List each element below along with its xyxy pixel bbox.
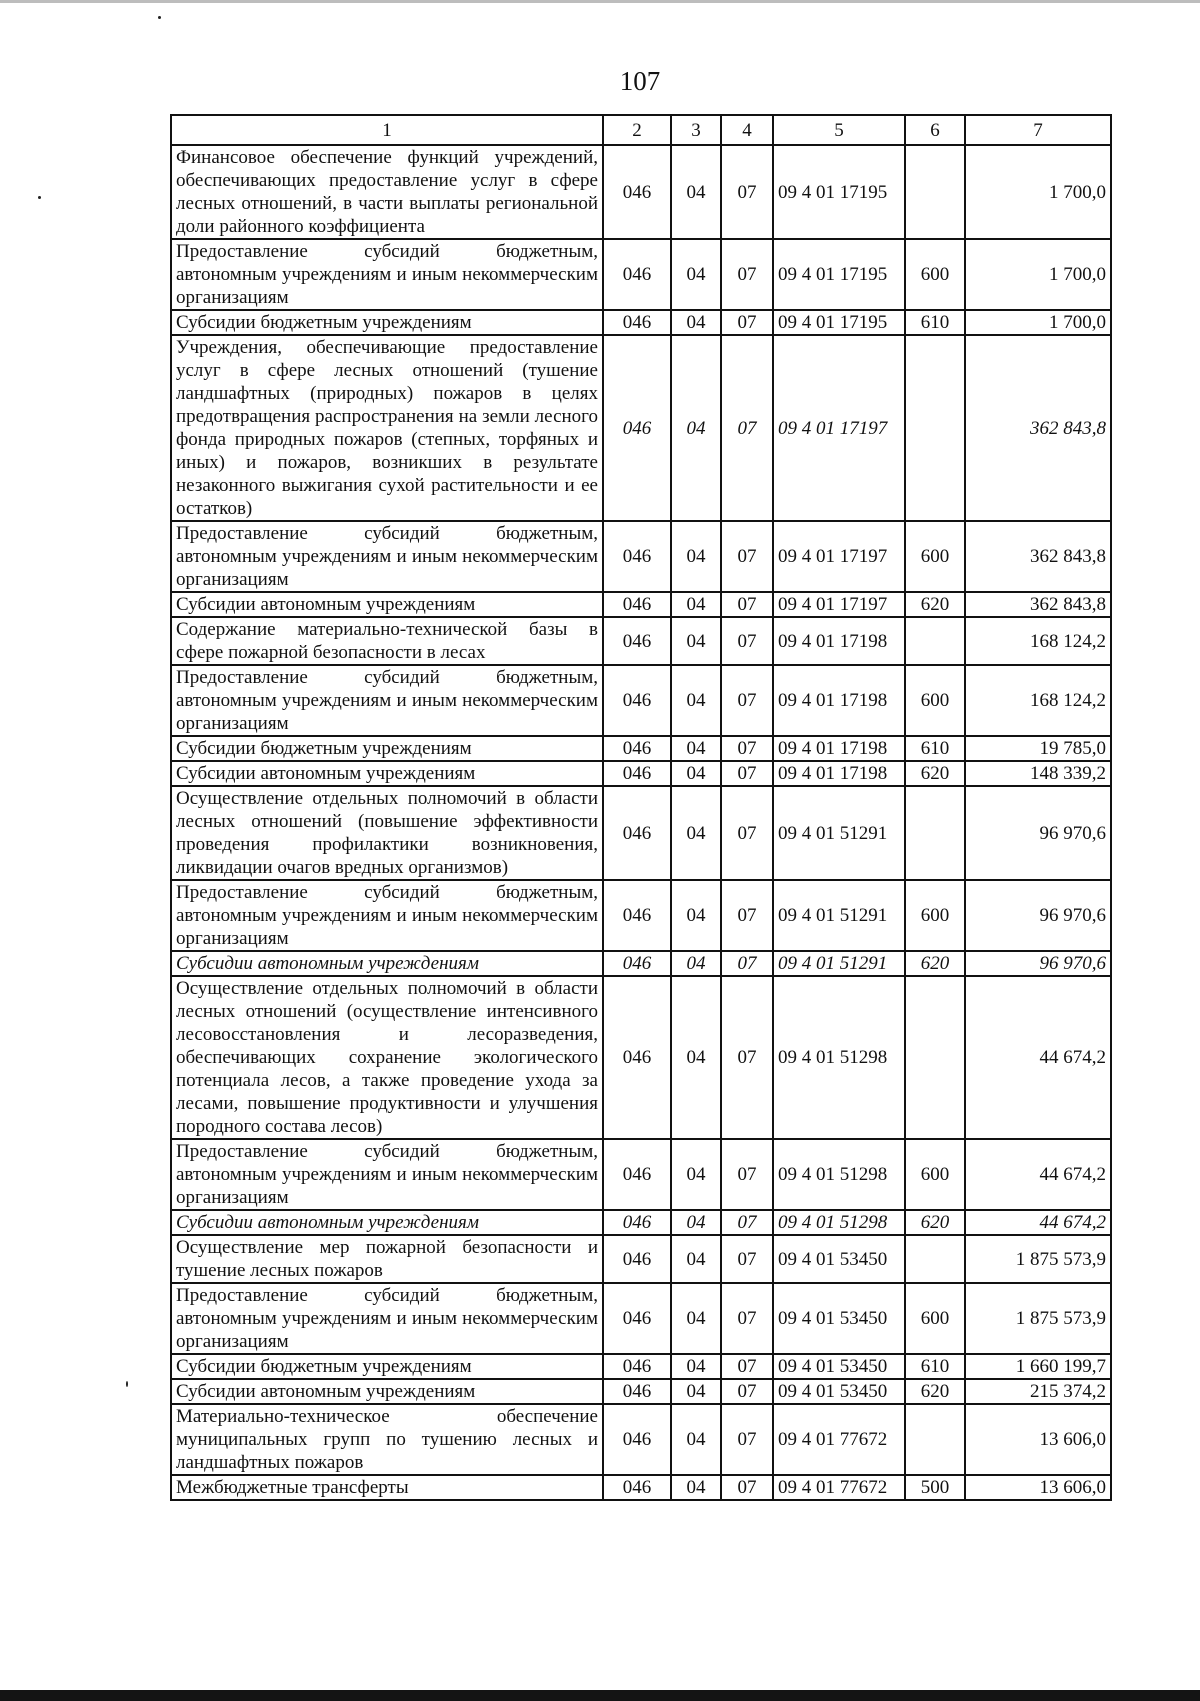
row-amount-cell: 1 875 573,9 <box>965 1235 1111 1283</box>
row-admin-code-cell: 046 <box>603 335 671 521</box>
row-section-cell: 04 <box>671 786 721 880</box>
row-admin-code-cell: 046 <box>603 736 671 761</box>
header-cell: 5 <box>773 115 905 145</box>
row-expense-type-cell: 600 <box>905 665 965 736</box>
row-amount-cell: 13 606,0 <box>965 1404 1111 1475</box>
row-subsection-cell: 07 <box>721 1379 773 1404</box>
row-subsection-cell: 07 <box>721 617 773 665</box>
row-expense-type-cell: 610 <box>905 736 965 761</box>
row-section-cell: 04 <box>671 592 721 617</box>
row-admin-code-cell: 046 <box>603 310 671 335</box>
row-expense-type-cell: 620 <box>905 761 965 786</box>
row-section-cell: 04 <box>671 665 721 736</box>
row-expense-type-cell: 600 <box>905 521 965 592</box>
row-expense-type-cell: 620 <box>905 1210 965 1235</box>
page-number: 107 <box>619 66 661 96</box>
row-name-cell: Субсидии бюджетным учреждениям <box>171 1354 603 1379</box>
row-name-cell: Предоставление субсидий бюджетным, автономным учреждениям и иным некоммерческим организациям <box>171 239 603 310</box>
row-subsection-cell: 07 <box>721 951 773 976</box>
row-target-article-cell: 09 4 01 17198 <box>773 761 905 786</box>
row-section-cell: 04 <box>671 951 721 976</box>
row-subsection-cell: 07 <box>721 239 773 310</box>
row-section-cell: 04 <box>671 1210 721 1235</box>
row-target-article-cell: 09 4 01 17197 <box>773 335 905 521</box>
table-row <box>171 736 1111 761</box>
row-expense-type-cell: 610 <box>905 310 965 335</box>
row-amount-cell: 362 843,8 <box>965 592 1111 617</box>
row-subsection-cell: 07 <box>721 1235 773 1283</box>
row-subsection-cell: 07 <box>721 1354 773 1379</box>
row-subsection-cell: 07 <box>721 665 773 736</box>
row-name-cell: Осуществление мер пожарной безопасности и тушение лесных пожаров <box>171 1235 603 1283</box>
row-subsection-cell: 07 <box>721 736 773 761</box>
row-admin-code-cell: 046 <box>603 665 671 736</box>
row-name-cell: Осуществление отдельных полномочий в области лесных отношений (осуществление интенсивного лесовосстановления и лесоразведения, обеспечивающих сохранение экологического потенциала лесов, а также проведение ухода за лесами, повышение продуктивности и улучшения породного состава лесов) <box>171 976 603 1139</box>
row-name-cell: Субсидии автономным учреждениям <box>171 1210 603 1235</box>
row-admin-code-cell: 046 <box>603 1354 671 1379</box>
row-section-cell: 04 <box>671 976 721 1139</box>
table-row <box>171 617 1111 665</box>
row-section-cell: 04 <box>671 145 721 239</box>
table-row <box>171 1283 1111 1354</box>
header-cell: 4 <box>721 115 773 145</box>
row-section-cell: 04 <box>671 310 721 335</box>
row-target-article-cell: 09 4 01 17197 <box>773 592 905 617</box>
row-target-article-cell: 09 4 01 51291 <box>773 786 905 880</box>
row-name-cell: Субсидии автономным учреждениям <box>171 1379 603 1404</box>
row-expense-type-cell: 500 <box>905 1475 965 1500</box>
row-amount-cell: 19 785,0 <box>965 736 1111 761</box>
row-amount-cell: 96 970,6 <box>965 951 1111 976</box>
table-row <box>171 665 1111 736</box>
header-cell: 1 <box>171 115 603 145</box>
table-row <box>171 592 1111 617</box>
row-name-cell: Предоставление субсидий бюджетным, автономным учреждениям и иным некоммерческим организациям <box>171 1283 603 1354</box>
row-expense-type-cell: 610 <box>905 1354 965 1379</box>
table-row <box>171 239 1111 310</box>
row-name-cell: Субсидии автономным учреждениям <box>171 951 603 976</box>
row-expense-type-cell: 620 <box>905 1379 965 1404</box>
row-name-cell: Субсидии автономным учреждениям <box>171 761 603 786</box>
row-section-cell: 04 <box>671 1235 721 1283</box>
row-amount-cell: 1 700,0 <box>965 239 1111 310</box>
table-row <box>171 1210 1111 1235</box>
table-header-row <box>171 115 1111 145</box>
row-target-article-cell: 09 4 01 53450 <box>773 1354 905 1379</box>
row-name-cell: Предоставление субсидий бюджетным, автономным учреждениям и иным некоммерческим организациям <box>171 880 603 951</box>
row-target-article-cell: 09 4 01 53450 <box>773 1235 905 1283</box>
row-admin-code-cell: 046 <box>603 976 671 1139</box>
table-row <box>171 951 1111 976</box>
row-admin-code-cell: 046 <box>603 951 671 976</box>
row-section-cell: 04 <box>671 1404 721 1475</box>
table-row <box>171 1379 1111 1404</box>
budget-table <box>170 114 1112 1501</box>
row-amount-cell: 148 339,2 <box>965 761 1111 786</box>
row-expense-type-cell <box>905 786 965 880</box>
row-amount-cell: 96 970,6 <box>965 880 1111 951</box>
table-row <box>171 145 1111 239</box>
row-target-article-cell: 09 4 01 77672 <box>773 1475 905 1500</box>
row-expense-type-cell <box>905 617 965 665</box>
row-name-cell: Финансовое обеспечение функций учреждений, обеспечивающих предоставление услуг в сфере лесных отношений, в части выплаты региональной доли районного коэффициента <box>171 145 603 239</box>
row-admin-code-cell: 046 <box>603 1283 671 1354</box>
row-amount-cell: 362 843,8 <box>965 335 1111 521</box>
row-subsection-cell: 07 <box>721 592 773 617</box>
row-amount-cell: 44 674,2 <box>965 1210 1111 1235</box>
row-name-cell: Предоставление субсидий бюджетным, автономным учреждениям и иным некоммерческим организациям <box>171 521 603 592</box>
row-section-cell: 04 <box>671 1283 721 1354</box>
row-admin-code-cell: 046 <box>603 786 671 880</box>
row-subsection-cell: 07 <box>721 761 773 786</box>
row-admin-code-cell: 046 <box>603 521 671 592</box>
row-expense-type-cell <box>905 145 965 239</box>
row-amount-cell: 362 843,8 <box>965 521 1111 592</box>
table-row <box>171 880 1111 951</box>
row-subsection-cell: 07 <box>721 145 773 239</box>
row-section-cell: 04 <box>671 880 721 951</box>
row-target-article-cell: 09 4 01 17195 <box>773 310 905 335</box>
row-subsection-cell: 07 <box>721 310 773 335</box>
row-name-cell: Предоставление субсидий бюджетным, автономным учреждениям и иным некоммерческим организациям <box>171 1139 603 1210</box>
row-name-cell: Субсидии бюджетным учреждениям <box>171 736 603 761</box>
row-admin-code-cell: 046 <box>603 880 671 951</box>
row-section-cell: 04 <box>671 1379 721 1404</box>
row-amount-cell: 1 700,0 <box>965 145 1111 239</box>
row-amount-cell: 44 674,2 <box>965 976 1111 1139</box>
row-amount-cell: 1 660 199,7 <box>965 1354 1111 1379</box>
row-name-cell: Субсидии автономным учреждениям <box>171 592 603 617</box>
table-row <box>171 310 1111 335</box>
row-expense-type-cell: 600 <box>905 1283 965 1354</box>
row-name-cell: Содержание материально-технической базы в сфере пожарной безопасности в лесах <box>171 617 603 665</box>
row-target-article-cell: 09 4 01 17198 <box>773 736 905 761</box>
row-target-article-cell: 09 4 01 51298 <box>773 976 905 1139</box>
row-amount-cell: 96 970,6 <box>965 786 1111 880</box>
scan-speck <box>158 16 161 19</box>
row-target-article-cell: 09 4 01 17195 <box>773 145 905 239</box>
table-row <box>171 976 1111 1139</box>
row-subsection-cell: 07 <box>721 521 773 592</box>
table-body <box>171 145 1111 1500</box>
row-admin-code-cell: 046 <box>603 145 671 239</box>
table-row <box>171 1354 1111 1379</box>
row-subsection-cell: 07 <box>721 1283 773 1354</box>
row-expense-type-cell <box>905 976 965 1139</box>
header-cell: 3 <box>671 115 721 145</box>
row-section-cell: 04 <box>671 335 721 521</box>
row-amount-cell: 168 124,2 <box>965 617 1111 665</box>
row-expense-type-cell <box>905 1235 965 1283</box>
row-amount-cell: 13 606,0 <box>965 1475 1111 1500</box>
table-row <box>171 761 1111 786</box>
row-subsection-cell: 07 <box>721 1139 773 1210</box>
row-subsection-cell: 07 <box>721 786 773 880</box>
row-name-cell: Предоставление субсидий бюджетным, автономным учреждениям и иным некоммерческим организациям <box>171 665 603 736</box>
row-admin-code-cell: 046 <box>603 1475 671 1500</box>
table-row <box>171 1235 1111 1283</box>
row-admin-code-cell: 046 <box>603 1235 671 1283</box>
scan-top-edge <box>0 0 1200 3</box>
row-subsection-cell: 07 <box>721 335 773 521</box>
row-target-article-cell: 09 4 01 51298 <box>773 1210 905 1235</box>
table-row <box>171 335 1111 521</box>
row-target-article-cell: 09 4 01 17197 <box>773 521 905 592</box>
row-subsection-cell: 07 <box>721 1210 773 1235</box>
row-section-cell: 04 <box>671 736 721 761</box>
row-admin-code-cell: 046 <box>603 239 671 310</box>
row-target-article-cell: 09 4 01 53450 <box>773 1283 905 1354</box>
row-name-cell: Межбюджетные трансферты <box>171 1475 603 1500</box>
row-section-cell: 04 <box>671 1354 721 1379</box>
header-cell: 7 <box>965 115 1111 145</box>
row-section-cell: 04 <box>671 239 721 310</box>
row-expense-type-cell: 600 <box>905 239 965 310</box>
row-target-article-cell: 09 4 01 17195 <box>773 239 905 310</box>
row-amount-cell: 215 374,2 <box>965 1379 1111 1404</box>
row-target-article-cell: 09 4 01 17198 <box>773 617 905 665</box>
row-target-article-cell: 09 4 01 17198 <box>773 665 905 736</box>
row-target-article-cell: 09 4 01 77672 <box>773 1404 905 1475</box>
scan-bottom-edge <box>0 1690 1200 1701</box>
row-subsection-cell: 07 <box>721 880 773 951</box>
row-expense-type-cell: 600 <box>905 1139 965 1210</box>
row-amount-cell: 44 674,2 <box>965 1139 1111 1210</box>
row-target-article-cell: 09 4 01 51291 <box>773 951 905 976</box>
row-section-cell: 04 <box>671 761 721 786</box>
row-admin-code-cell: 046 <box>603 761 671 786</box>
scan-speck <box>126 1381 128 1387</box>
row-target-article-cell: 09 4 01 51298 <box>773 1139 905 1210</box>
row-section-cell: 04 <box>671 617 721 665</box>
table-row <box>171 786 1111 880</box>
row-admin-code-cell: 046 <box>603 592 671 617</box>
table-row <box>171 1404 1111 1475</box>
row-admin-code-cell: 046 <box>603 1210 671 1235</box>
row-expense-type-cell: 600 <box>905 880 965 951</box>
row-expense-type-cell: 620 <box>905 951 965 976</box>
table-row <box>171 1139 1111 1210</box>
row-amount-cell: 1 700,0 <box>965 310 1111 335</box>
row-name-cell: Учреждения, обеспечивающие предоставление услуг в сфере лесных отношений (тушение ландшафтных (природных) пожаров в целях предотвращения распространения на земли лесного фонда природных пожаров (степных, торфяных и иных) и пожаров, возникших в результате незаконного выжигания сухой растительности и ее остатков) <box>171 335 603 521</box>
row-expense-type-cell <box>905 1404 965 1475</box>
row-section-cell: 04 <box>671 1139 721 1210</box>
row-subsection-cell: 07 <box>721 1404 773 1475</box>
row-amount-cell: 168 124,2 <box>965 665 1111 736</box>
row-target-article-cell: 09 4 01 53450 <box>773 1379 905 1404</box>
row-section-cell: 04 <box>671 1475 721 1500</box>
row-admin-code-cell: 046 <box>603 617 671 665</box>
row-admin-code-cell: 046 <box>603 1404 671 1475</box>
row-name-cell: Субсидии бюджетным учреждениям <box>171 310 603 335</box>
row-subsection-cell: 07 <box>721 1475 773 1500</box>
row-admin-code-cell: 046 <box>603 1379 671 1404</box>
row-subsection-cell: 07 <box>721 976 773 1139</box>
row-name-cell: Материально-техническое обеспечение муниципальных групп по тушению лесных и ландшафтных пожаров <box>171 1404 603 1475</box>
row-expense-type-cell <box>905 335 965 521</box>
scan-speck <box>38 196 41 199</box>
header-cell: 2 <box>603 115 671 145</box>
row-section-cell: 04 <box>671 521 721 592</box>
header-cell: 6 <box>905 115 965 145</box>
row-target-article-cell: 09 4 01 51291 <box>773 880 905 951</box>
row-amount-cell: 1 875 573,9 <box>965 1283 1111 1354</box>
table-row <box>171 521 1111 592</box>
row-name-cell: Осуществление отдельных полномочий в области лесных отношений (повышение эффективности проведения профилактики возникновения, ликвидации очагов вредных организмов) <box>171 786 603 880</box>
table-row <box>171 1475 1111 1500</box>
row-admin-code-cell: 046 <box>603 1139 671 1210</box>
row-expense-type-cell: 620 <box>905 592 965 617</box>
